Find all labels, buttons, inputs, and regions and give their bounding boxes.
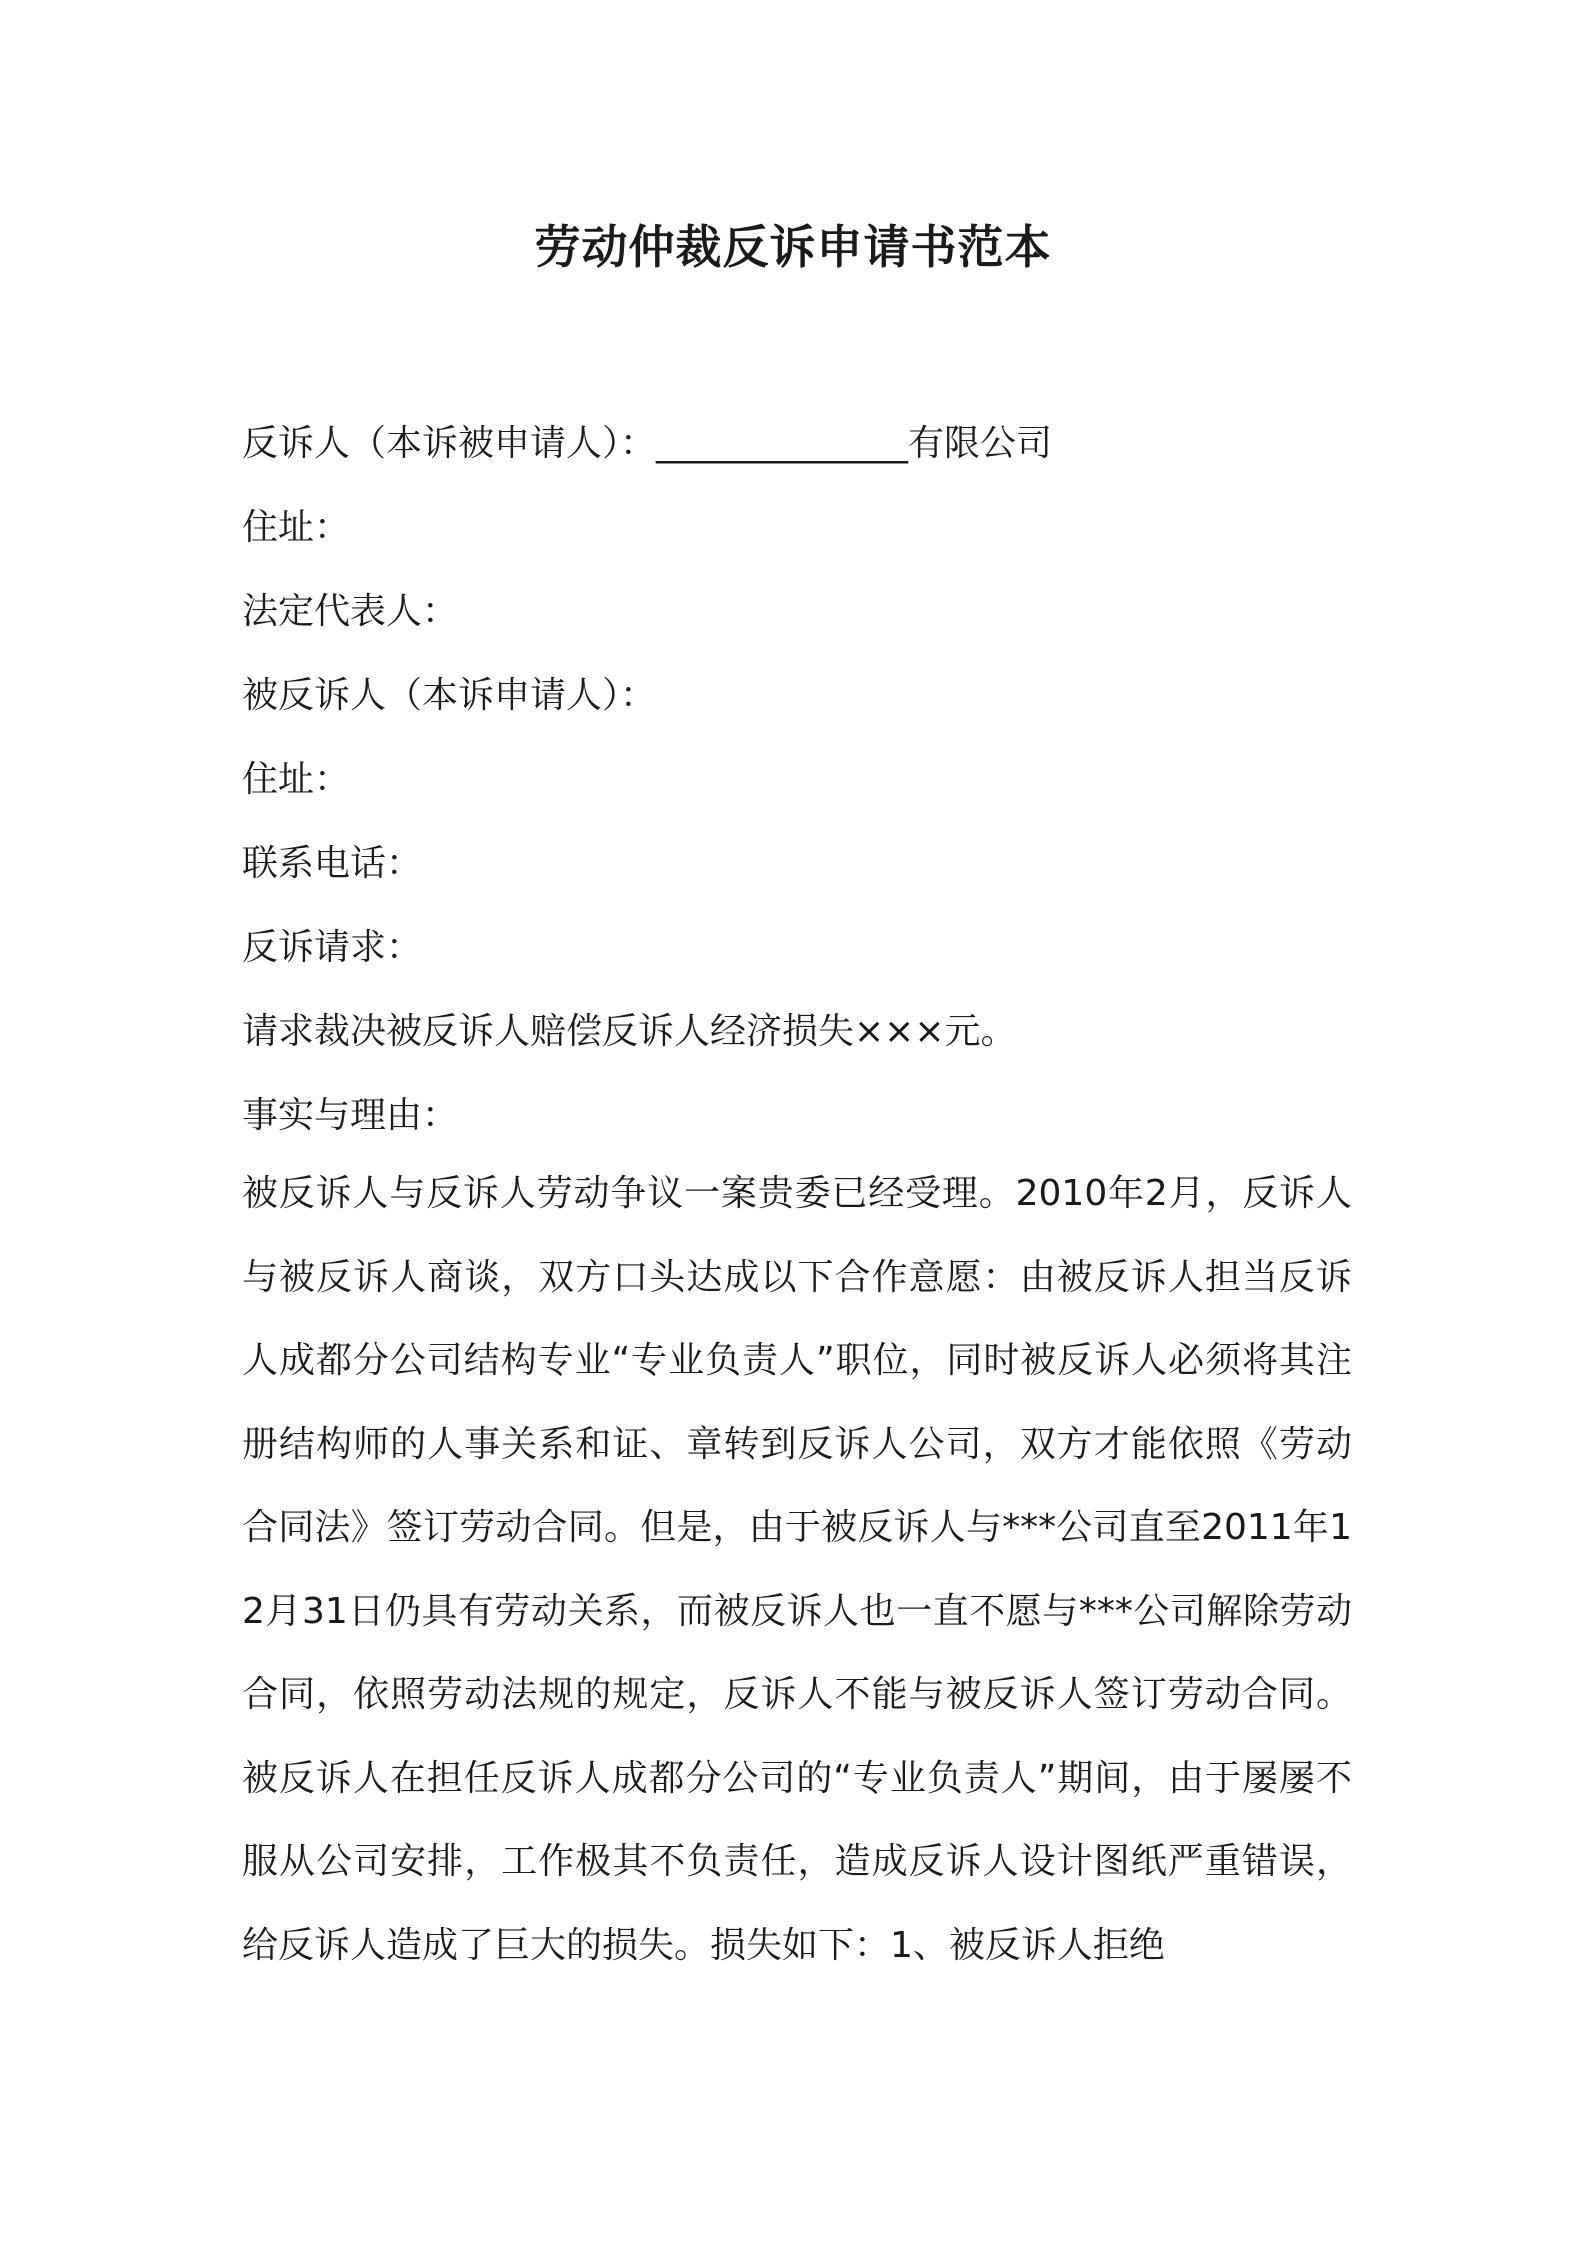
facts-and-reasons-heading: 事实与理由： — [242, 1095, 459, 1136]
counterclaim-request-heading: 反诉请求： — [242, 927, 423, 968]
legal-representative-line: 法定代表人： — [242, 591, 459, 632]
counterclaimant-address-line: 住址： — [242, 507, 351, 548]
facts-paragraph: 被反诉人与反诉人劳动争议一案贵委已经受理。2010年2月，反诉人与被反诉人商谈，双方口头达成以下合作意愿：由被反诉人担当反诉人成都分公司结构专业“专业负责人”职位，同时被反诉人必须将其注册结构师的人事关系和证、章转到反诉人公司，双方才能依照《劳动合同法》签订劳动合同。但是，由于被反诉人与***公司直至2011年12月31日仍具有劳动关系，而被反诉人也一直不愿与***公司解除劳动合同，依照劳动法规的规定，反诉人不能与被反诉人签订劳动合同。被反诉人在担任反诉人成都分公司的“专业负责人”期间，由于屡屡不服从公司安排，工作极其不负责任，造成反诉人设计图纸严重错误，给反诉人造成了巨大的损失。损失如下：1、被反诉人拒绝 — [242, 1173, 1352, 1966]
phone-line: 联系电话： — [242, 843, 423, 884]
counter-respondent-address-line: 住址： — [242, 759, 351, 800]
document-title: 劳动仲裁反诉申请书范本 — [534, 220, 1052, 274]
counterclaim-request-text: 请求裁决被反诉人赔偿反诉人经济损失×××元。 — [242, 1011, 1017, 1052]
counterclaimant-line: 反诉人（本诉被申请人）：______________有限公司 — [242, 423, 1053, 464]
party-info-list — [242, 402, 1362, 1158]
counter-respondent-line: 被反诉人（本诉申请人）： — [242, 675, 657, 716]
